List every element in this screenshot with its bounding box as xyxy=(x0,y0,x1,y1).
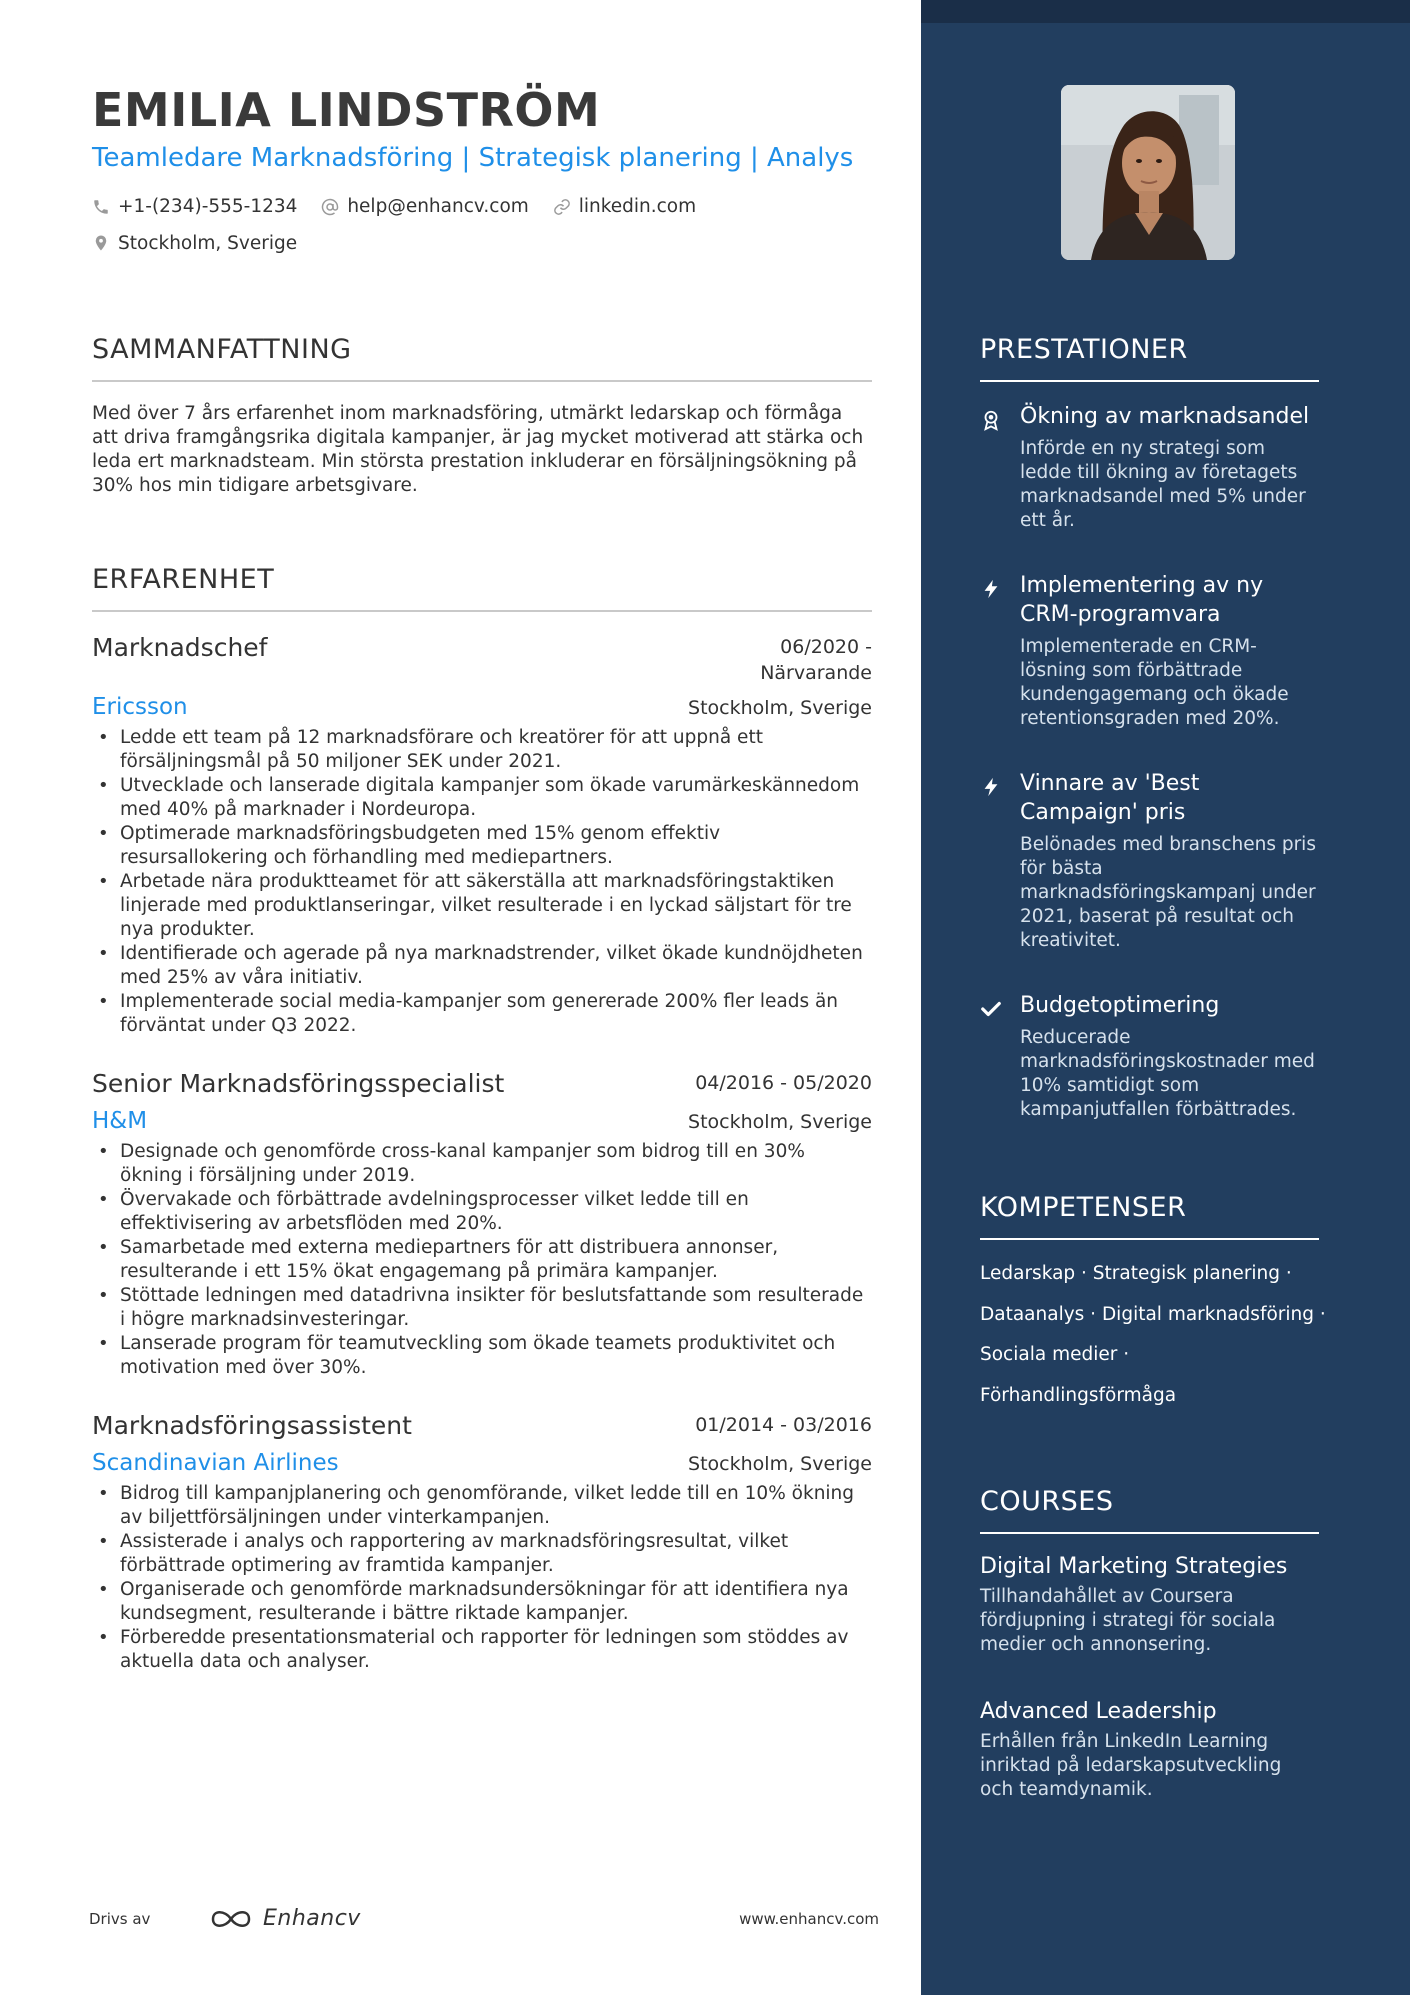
contact-link[interactable] xyxy=(553,190,696,223)
main-column xyxy=(92,330,872,1674)
job-location: Stockholm, Sverige xyxy=(688,1111,872,1133)
job-title: Senior Marknadsföringsspecialist xyxy=(92,1069,505,1098)
achievement-desc: Implementerade en CRM-lösning som förbättrade kundengagemang och ökade retentionsgraden med 20%. xyxy=(1020,636,1289,729)
brand-logo[interactable] xyxy=(207,1906,361,1931)
achievement-item xyxy=(980,402,1319,533)
website-link[interactable]: www.enhancv.com xyxy=(739,1910,879,1928)
job-bullet: • Bidrog till kampanjplanering och genomförande, vilket ledde till en 10% ökning av biljettförsäljningen under vinterkampanjen. xyxy=(92,1482,872,1530)
link-icon xyxy=(553,198,571,216)
checkmark-icon xyxy=(980,998,1002,1020)
job-title: Marknadsföringsassistent xyxy=(92,1411,412,1440)
phone-icon xyxy=(92,198,110,216)
achievement-title: Vinnare av 'Best Campaign' pris xyxy=(1020,771,1200,825)
job-bullets xyxy=(92,726,872,1038)
job-entry xyxy=(92,632,872,1038)
courses-heading: COURSES xyxy=(980,1482,1319,1534)
course-item xyxy=(980,1697,1319,1802)
job-entry xyxy=(92,1410,872,1674)
job-company: Ericsson xyxy=(92,694,188,720)
job-location: Stockholm, Sverige xyxy=(688,1453,872,1475)
course-title: Digital Marketing Strategies xyxy=(980,1554,1288,1579)
job-title: Marknadschef xyxy=(92,633,268,662)
job-bullet: • Optimerade marknadsföringsbudgeten med 15% genom effektiv resursallokering och förhandling med mediepartners. xyxy=(92,822,872,870)
job-bullet: • Ledde ett team på 12 marknadsförare och kreatörer för att uppnå ett försäljningsmål på 50 miljoner SEK under 2021. xyxy=(92,726,872,774)
job-date: 01/2014 - 03/2016 xyxy=(695,1414,872,1436)
location-pin-icon xyxy=(92,234,110,252)
skills-heading: KOMPETENSER xyxy=(980,1188,1319,1240)
job-bullet: • Designade och genomförde cross-kanal kampanjer som bidrog till en 30% ökning i försäljning under 2019. xyxy=(92,1140,872,1188)
infinity-logo-icon xyxy=(207,1907,255,1931)
profile-photo xyxy=(1061,85,1235,260)
job-bullet: • Utvecklade och lanserade digitala kampanjer som ökade varumärkeskännedom med 40% på marknader i Nordeuropa. xyxy=(92,774,872,822)
footer xyxy=(89,1898,881,1942)
summary-heading: SAMMANFATTNING xyxy=(92,330,872,382)
achievement-item xyxy=(980,571,1319,731)
job-bullet: • Samarbetade med externa mediepartners för att distribuera annonser, resulterande i ett 15% ökat engagemang på primära kampanjer. xyxy=(92,1236,872,1284)
brand-name: Enhancv xyxy=(263,1906,361,1931)
sidebar-top-strip xyxy=(921,0,1410,23)
resume-header xyxy=(92,82,882,263)
course-desc: Tillhandahållet av Coursera fördjupning i strategi för sociala medier och annonsering. xyxy=(980,1586,1276,1655)
job-bullet: • Förberedde presentationsmaterial och rapporter för ledningen som stöddes av aktuella data och analyser. xyxy=(92,1626,872,1674)
job-location: Stockholm, Sverige xyxy=(688,697,872,719)
at-sign-icon xyxy=(321,198,339,216)
lightning-icon xyxy=(980,776,1002,798)
skill-line: Ledarskap · Strategisk planering · xyxy=(980,1263,1292,1284)
location-text: Stockholm, Sverige xyxy=(118,232,298,254)
job-bullet: • Lanserade program för teamutveckling som ökade teamets produktivitet och motivation med över 30%. xyxy=(92,1332,872,1380)
job-bullet: • Arbetade nära produktteamet för att säkerställa att marknadsföringstaktiken linjerade med produktlanseringar, vilket resulterade i en lyckad säljstart för tre nya produkter. xyxy=(92,870,872,942)
course-item xyxy=(980,1552,1319,1657)
email-text: help@enhancv.com xyxy=(347,196,529,217)
powered-by-label: Drivs av xyxy=(89,1910,151,1928)
job-bullets xyxy=(92,1482,872,1674)
skill-line: Förhandlingsförmåga xyxy=(980,1384,1177,1406)
achievement-desc: Införde en ny strategi som ledde till ökning av företagets marknadsandel med 5% under ett år. xyxy=(1020,438,1306,531)
achievement-title: Budgetoptimering xyxy=(1020,993,1220,1018)
job-date: 04/2016 - 05/2020 xyxy=(695,1072,872,1094)
skill-line: Dataanalys · Digital marknadsföring · xyxy=(980,1303,1326,1325)
job-bullets xyxy=(92,1140,872,1380)
job-company: Scandinavian Airlines xyxy=(92,1450,339,1476)
achievement-desc: Reducerade marknadsföringskostnader med 10% samtidigt som kampanjutfallen förbättrades. xyxy=(1020,1027,1315,1120)
achievement-desc: Belönades med branschens pris för bästa marknadsföringskampanj under 2021, baserat på resultat och kreativitet. xyxy=(1020,834,1316,951)
achievements-heading: PRESTATIONER xyxy=(980,330,1319,382)
phone-text: +1-(234)-555-1234 xyxy=(118,196,298,217)
experience-heading: ERFARENHET xyxy=(92,560,872,612)
achievement-title: Ökning av marknadsandel xyxy=(1020,404,1310,429)
contact-location xyxy=(92,227,297,260)
job-bullet: • Identifierade och agerade på nya marknadstrender, vilket ökade kundnöjdheten med 25% av våra initiativ. xyxy=(92,942,872,990)
job-bullet: • Assisterade i analys och rapportering av marknadsföringsresultat, vilket förbättrade optimering av framtida kampanjer. xyxy=(92,1530,872,1578)
course-title: Advanced Leadership xyxy=(980,1699,1217,1724)
profile-photo-image xyxy=(1061,85,1235,260)
job-company: H&M xyxy=(92,1108,148,1134)
job-bullet: • Övervakade och förbättrade avdelningsprocesser vilket ledde till en effektivisering av arbetsflöden med 20%. xyxy=(92,1188,872,1236)
lightning-icon xyxy=(980,578,1002,600)
job-bullet: • Organiserade och genomförde marknadsundersökningar för att identifiera nya kundsegment, resulterande i bättre riktade kampanjer. xyxy=(92,1578,872,1626)
achievement-title: Implementering av ny CRM-programvara xyxy=(1020,573,1264,627)
job-bullet: • Stöttade ledningen med datadrivna insikter för beslutsfattande som resulterade i högre marknadsinvesteringar. xyxy=(92,1284,872,1332)
sidebar-column xyxy=(980,330,1326,1802)
achievement-item xyxy=(980,991,1319,1122)
link-text: linkedin.com xyxy=(578,196,697,217)
course-desc: Erhållen från LinkedIn Learning inriktad på ledarskapsutveckling och teamdynamik. xyxy=(980,1731,1282,1800)
summary-text: Med över 7 års erfarenhet inom marknadsföring, utmärkt ledarskap och förmåga att driva framgångsrika digitala kampanjer, är jag mycket motiverad att stärka och leda ert marknadsteam. Min största prestation inkluderar en försäljningsökning på 30% hos min tidigare arbetsgivare. xyxy=(92,403,864,496)
contact-phone xyxy=(92,190,297,223)
contact-info xyxy=(92,190,882,263)
award-icon xyxy=(980,409,1002,431)
candidate-headline: Teamledare Marknadsföring | Strategisk planering | Analys xyxy=(92,143,854,173)
achievement-item xyxy=(980,769,1319,953)
contact-email[interactable] xyxy=(321,190,528,223)
job-entry xyxy=(92,1068,872,1380)
skill-line: Sociala medier · xyxy=(980,1344,1130,1365)
job-bullet: • Implementerade social media-kampanjer som genererade 200% fler leads än förväntat under Q3 2022. xyxy=(92,990,872,1038)
job-date: 06/2020 - Närvarande xyxy=(760,636,872,684)
skills-list xyxy=(980,1254,1326,1416)
candidate-name: EMILIA LINDSTRÖM xyxy=(92,83,601,137)
